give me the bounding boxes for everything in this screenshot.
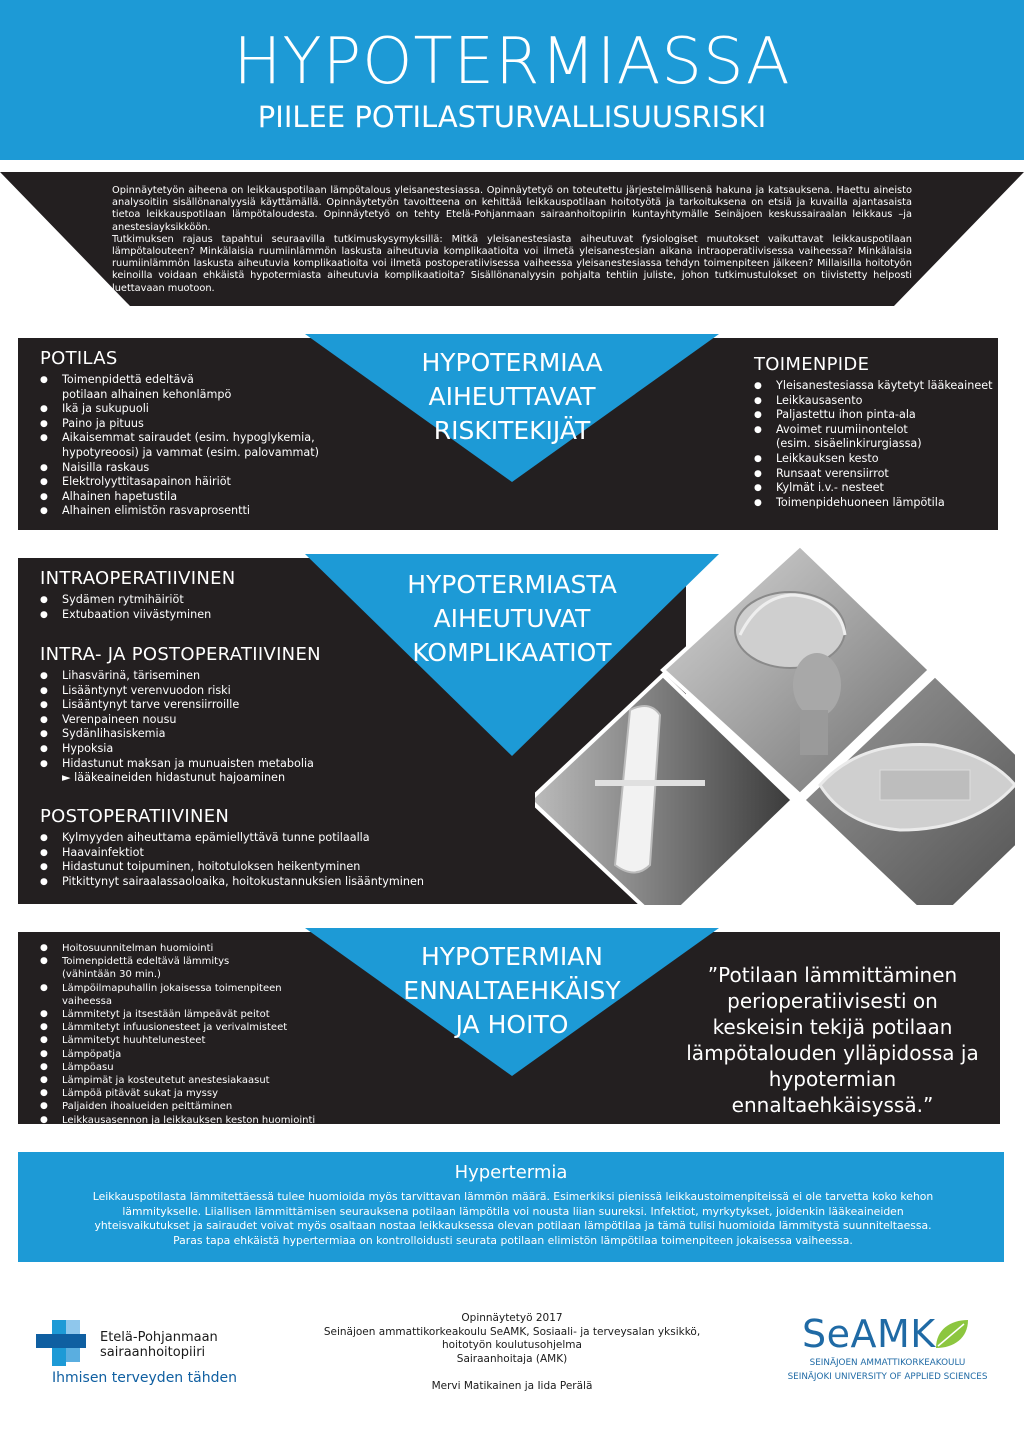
- epsh-cross-icon: [36, 1318, 100, 1368]
- intro-paragraph: Tutkimuksen rajaus tapahtui seuraavilla tutkimuskysymyksillä: Mitkä yleisanestesiasta aiheutuvat fysiologiset muutokset vaikuttavat leikkauspotilaan lämpötalouteen? Minkälaisia ruumiinlämmön laskusta aiheutuvia komplikaatioita voi ilmetä yleisanestesian aikana intraoperatiivisessa vaiheessa? Minkälaisia ruumiinlämmön laskusta aiheutuvia komplikaatioita voi ilmetä postoperatiivisessa vaiheessa yleisanestesiassa tehdyn toimenpiteen jälkeen? Millaisilla hoitotyön keinoilla voidaan ehkäistä hypotermiasta aiheutuvia komplikaatioita? Sisällönanalyysin pohjalta tehtiin juliste, johon tutkimustulokset on tiivistetty helposti luettavaan muotoon.: [112, 233, 912, 294]
- complications-title: HYPOTERMIASTA AIHEUTUVAT KOMPLIKAATIOT: [407, 570, 617, 667]
- poster-title: HYPOTERMIASSA: [233, 25, 791, 99]
- postoperative-heading: POSTOPERATIIVINEN: [40, 806, 230, 827]
- list-item: ● Hypoksia: [40, 742, 330, 757]
- list-item: ● Lämmitetyt infuusionesteet ja verivalmisteet: [40, 1021, 330, 1034]
- list-item: ● Lämpöpatja: [40, 1048, 330, 1061]
- hypertermia-title: Hypertermia: [454, 1162, 568, 1183]
- list-item: ● Hoitosuunnitelman huomiointi: [40, 942, 330, 955]
- list-item: ● Sydämen rytmihäiriöt: [40, 593, 340, 608]
- intraoperative-heading: INTRAOPERATIIVINEN: [40, 568, 236, 589]
- list-item: ● Hidastunut maksan ja munuaisten metabolia ► lääkeaineiden hidastunut hajoaminen: [40, 757, 322, 786]
- list-item: ● Kylmät i.v.- nesteet: [754, 481, 994, 496]
- list-item: ● Lämpöä pitävät sukat ja myssy: [40, 1087, 330, 1100]
- hypertermia-text: Leikkauspotilasta lämmitettäessä tulee huomioida myös tarvittavan lämmön määrä. Esimerkiksi pienissä leikkaustoimenpiteissä ei ole tarvetta koko kehon lämmitykselle. Liiallisen lämmittämisen seurauksena potilaan lämpötila voi nousta liian suureksi. Infektiot, myrkytykset, joidenkin lääkeaineiden yhteisvaikutukset ja sairaudet voivat myös osaltaan nostaa leikkauksessa olevan potilaan lämpötilaa ja tämä tulisi huomioida lämmitystä suunniteltaessa. Paras tapa ehkäistä hypertermiaa on kontrolloidusti seurata potilaan elimistön lämpötilaa toimenpiteen jokaisessa vaiheessa.: [92, 1190, 934, 1247]
- prevention-title: HYPOTERMIAN ENNALTAEHKÄISY JA HOITO: [403, 942, 621, 1039]
- list-item: ● Lisääntynyt tarve verensiirroille: [40, 698, 330, 713]
- list-item: ● Kylmyyden aiheuttama epämiellyttävä tunne potilaalla: [40, 831, 430, 846]
- patient-heading: POTILAS: [40, 348, 118, 369]
- list-item: ● Elektrolyyttitasapainon häiriöt: [40, 475, 380, 490]
- list-item: ● Hidastunut toipuminen, hoitotuloksen heikentyminen: [40, 860, 430, 875]
- list-item: ● Ikä ja sukupuoli: [40, 402, 380, 417]
- prevention-list: [40, 942, 330, 1127]
- list-item: ● Lämmitetyt huuhtelunesteet: [40, 1034, 330, 1047]
- list-item: ● Paljaiden ihoalueiden peittäminen: [40, 1100, 330, 1113]
- list-item: ● Paljastettu ihon pinta-ala: [754, 408, 994, 423]
- poster-subtitle: PIILEE POTILASTURVALLISUUSRISKI: [257, 100, 767, 134]
- list-item: ● Alhainen hapetustila: [40, 490, 380, 505]
- intraoperative-list: [40, 568, 340, 622]
- list-item: ● Alhainen elimistön rasvaprosentti: [40, 504, 380, 519]
- list-item: ● Leikkauksen kesto: [754, 452, 994, 467]
- list-item: ● Lämpöilmapuhallin jokaisessa toimenpiteen vaiheessa: [40, 982, 330, 1008]
- photo-collage: [535, 545, 1015, 905]
- list-item: ● Lämpimät ja kosteutetut anestesiakaasut: [40, 1074, 330, 1087]
- list-item: ● Sydänlihasiskemia: [40, 727, 330, 742]
- list-item: ● Lisääntynyt verenvuodon riski: [40, 684, 330, 699]
- list-item: ● Yleisanestesiassa käytetyt lääkeaineet: [754, 379, 994, 394]
- list-item: ● Runsaat verensiirrot: [754, 467, 994, 482]
- list-item: ● Toimenpidehuoneen lämpötila: [754, 496, 994, 511]
- list-item: ● Naisilla raskaus: [40, 461, 380, 476]
- list-item: ● Pitkittynyt sairaalassaoloaika, hoitokustannuksien lisääntyminen: [40, 875, 430, 890]
- list-item: ● Extubaation viivästyminen: [40, 608, 340, 623]
- seamk-name-fi: SEINÄJOEN AMMATTIKORKEAKOULU: [809, 1358, 966, 1368]
- seamk-name-en: SEINÄJOKI UNIVERSITY OF APPLIED SCIENCES: [787, 1372, 988, 1382]
- list-item: ● Aikaisemmat sairaudet (esim. hypoglykemia, hypotyreoosi) ja vammat (esim. palovammat): [40, 431, 380, 460]
- seamk-leaf-icon: [932, 1316, 972, 1352]
- patient-risk-list: [40, 348, 380, 519]
- list-item: ● Avoimet ruumiinontelot (esim. sisäelinkirurgiassa): [754, 423, 926, 452]
- seamk-wordmark: SeAMK: [802, 1312, 936, 1356]
- list-item: ● Lämpöasu: [40, 1061, 330, 1074]
- risk-title: HYPOTERMIAA AIHEUTTAVAT RISKITEKIJÄT: [421, 348, 603, 445]
- procedure-risk-list: [754, 354, 994, 510]
- intra-postoperative-list: [40, 644, 330, 786]
- list-item: ● Lihasvärinä, täriseminen: [40, 669, 330, 684]
- list-item: ● Leikkausasennon ja leikkauksen keston huomiointi: [40, 1114, 330, 1127]
- footer-authors: Mervi Matikainen ja Iida Perälä: [431, 1380, 593, 1392]
- list-item: ● Toimenpidettä edeltävä lämmitys (vähintään 30 min.): [40, 955, 232, 981]
- epsh-slogan: Ihmisen terveyden tähden: [52, 1370, 237, 1386]
- procedure-heading: TOIMENPIDE: [754, 354, 870, 375]
- list-item: ● Paino ja pituus: [40, 417, 380, 432]
- list-item: ● Lämmitetyt ja itsestään lämpeävät peitot: [40, 1008, 330, 1021]
- prevention-quote: ”Potilaan lämmittäminen perioperatiivisesti on keskeisin tekijä potilaan lämpötalouden ylläpidossa ja hypotermian ennaltaehkäisyssä.”: [686, 963, 979, 1117]
- footer-info: Opinnäytetyö 2017 Seinäjoen ammattikorkeakoulu SeAMK, Sosiaali- ja terveysalan yksikkö, hoitotyön koulutusohjelma Sairaanhoitaja (AMK) Mervi Matikainen ja Iida Perälä: [290, 1312, 734, 1394]
- intro-text: [112, 185, 912, 295]
- postoperative-list: [40, 806, 430, 889]
- epsh-logo-text: Etelä-Pohjanmaan sairaanhoitopiiri: [100, 1330, 218, 1360]
- list-item: ● Leikkausasento: [754, 394, 994, 409]
- list-item: ● Toimenpidettä edeltävä potilaan alhainen kehonlämpö: [40, 373, 232, 402]
- list-item: ● Haavainfektiot: [40, 846, 430, 861]
- intro-paragraph: Opinnäytetyön aiheena on leikkauspotilaan lämpötalous yleisanestesiassa. Opinnäytetyö on toteutettu järjestelmällisenä hakuna ja katsauksena. Haettu aineisto analysoitiin sisällönanalyysiä käyttämällä. Opinnäytetyön tavoitteena on kehittää leikkauspotilaan hoitotyötä ja tarkoituksena on etsiä ja kuvailla ajantasaista tietoa leikkauspotilaan lämpötaloudesta. Opinnäytetyö on tehty Etelä-Pohjanmaan sairaanhoitopiirin kuntayhtymälle Seinäjoen keskussairaalan leikkaus –ja anestesiayksikköön.: [112, 185, 912, 233]
- list-item: ● Verenpaineen nousu: [40, 713, 330, 728]
- intra-postoperative-heading: INTRA- JA POSTOPERATIIVINEN: [40, 644, 321, 665]
